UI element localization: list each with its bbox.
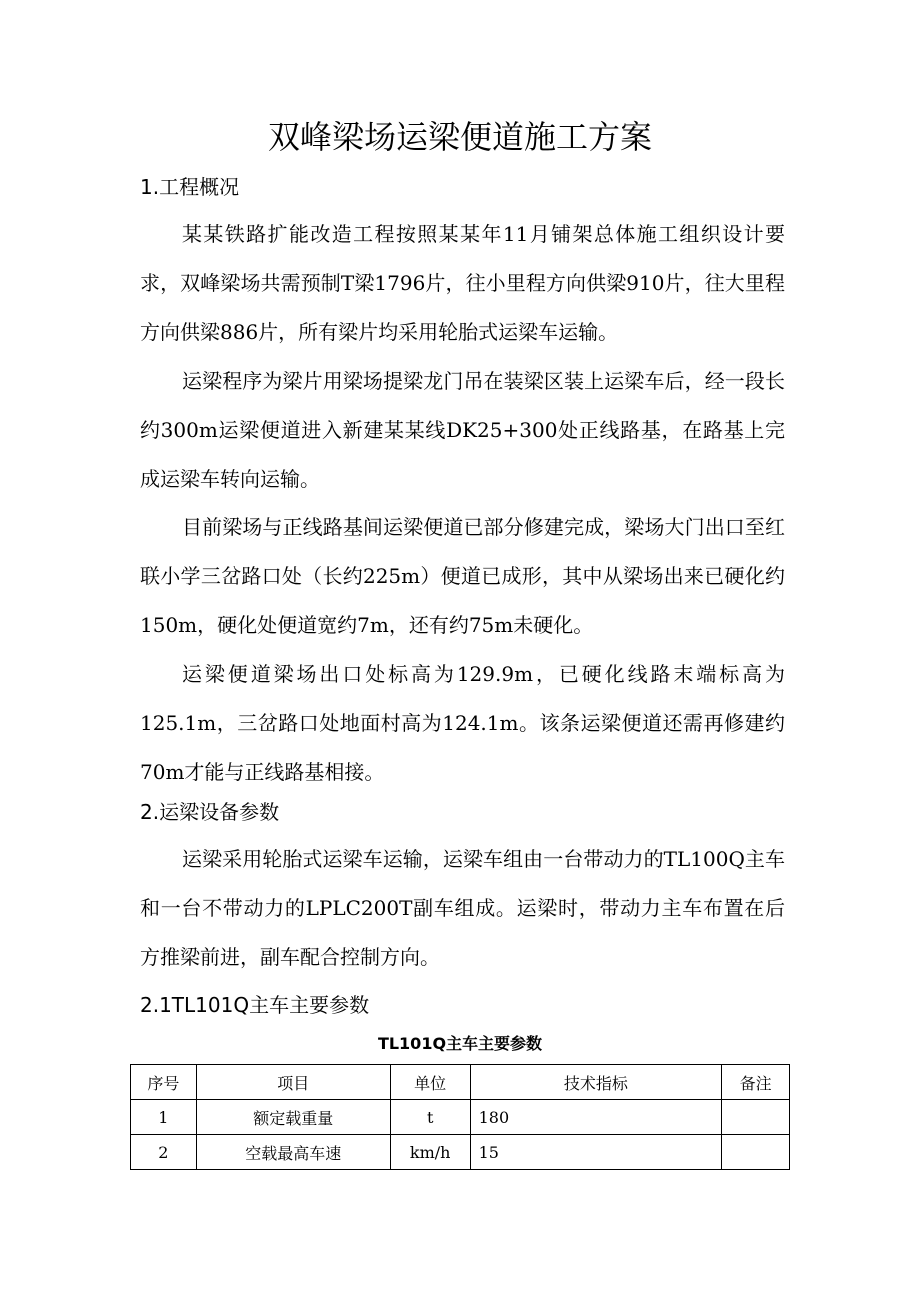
section-heading-main-vehicle: 2.1TL101Q主车主要参数 xyxy=(140,993,370,1017)
paragraph-overview-2: 运梁程序为梁片用梁场提梁龙门吊在装梁区装上运梁车后，经一段长约300m运梁便道进入新建某某线DK25+300处正线路基，在路基上完成运梁车转向运输。 xyxy=(140,369,785,491)
table-cell-item: 空载最高车速 xyxy=(196,1135,390,1170)
table-cell-item: 额定载重量 xyxy=(196,1100,390,1135)
paragraph-overview-4: 运梁便道梁场出口处标高为129.9m，已硬化线路末端标高为125.1m，三岔路口处地面村高为124.1m。该条运梁便道还需再修建约70m才能与正线路基相接。 xyxy=(140,662,785,784)
table-cell-unit: km/h xyxy=(390,1135,470,1170)
table-row xyxy=(131,1100,790,1135)
table-cell-index: 1 xyxy=(131,1100,197,1135)
column-header-spec: 技术指标 xyxy=(470,1065,722,1100)
table-cell-remark xyxy=(722,1100,790,1135)
table-cell-index: 2 xyxy=(131,1135,197,1170)
section-heading-equipment: 2.运梁设备参数 xyxy=(140,800,280,824)
column-header-remark: 备注 xyxy=(722,1065,790,1100)
document-title: 双峰梁场运梁便道施工方案 xyxy=(267,118,652,156)
table-caption: TL101Q主车主要参数 xyxy=(377,1034,543,1053)
column-header-unit: 单位 xyxy=(390,1065,470,1100)
table-cell-remark xyxy=(722,1135,790,1170)
parameters-table xyxy=(130,1064,790,1170)
paragraph-overview-1: 某某铁路扩能改造工程按照某某年11月铺架总体施工组织设计要求，双峰梁场共需预制T梁1796片，往小里程方向供梁910片，往大里程方向供梁886片，所有梁片均采用轮胎式运梁车运输。 xyxy=(140,222,785,344)
column-header-index: 序号 xyxy=(131,1065,197,1100)
paragraph-overview-3: 目前梁场与正线路基间运梁便道已部分修建完成，梁场大门出口至红联小学三岔路口处（长约225m）便道已成形，其中从梁场出来已硬化约150m，硬化处便道宽约7m，还有约75m未硬化。 xyxy=(140,515,785,637)
table-row xyxy=(131,1135,790,1170)
column-header-item: 项目 xyxy=(196,1065,390,1100)
table-cell-spec: 180 xyxy=(470,1100,722,1135)
table-cell-unit: t xyxy=(390,1100,470,1135)
section-heading-overview: 1.工程概况 xyxy=(140,175,240,199)
paragraph-equipment-1: 运梁采用轮胎式运梁车运输，运梁车组由一台带动力的TL100Q主车和一台不带动力的LPLC200T副车组成。运梁时，带动力主车布置在后方推梁前进，副车配合控制方向。 xyxy=(140,847,785,969)
table-cell-spec: 15 xyxy=(470,1135,722,1170)
table-header-row xyxy=(131,1065,790,1100)
